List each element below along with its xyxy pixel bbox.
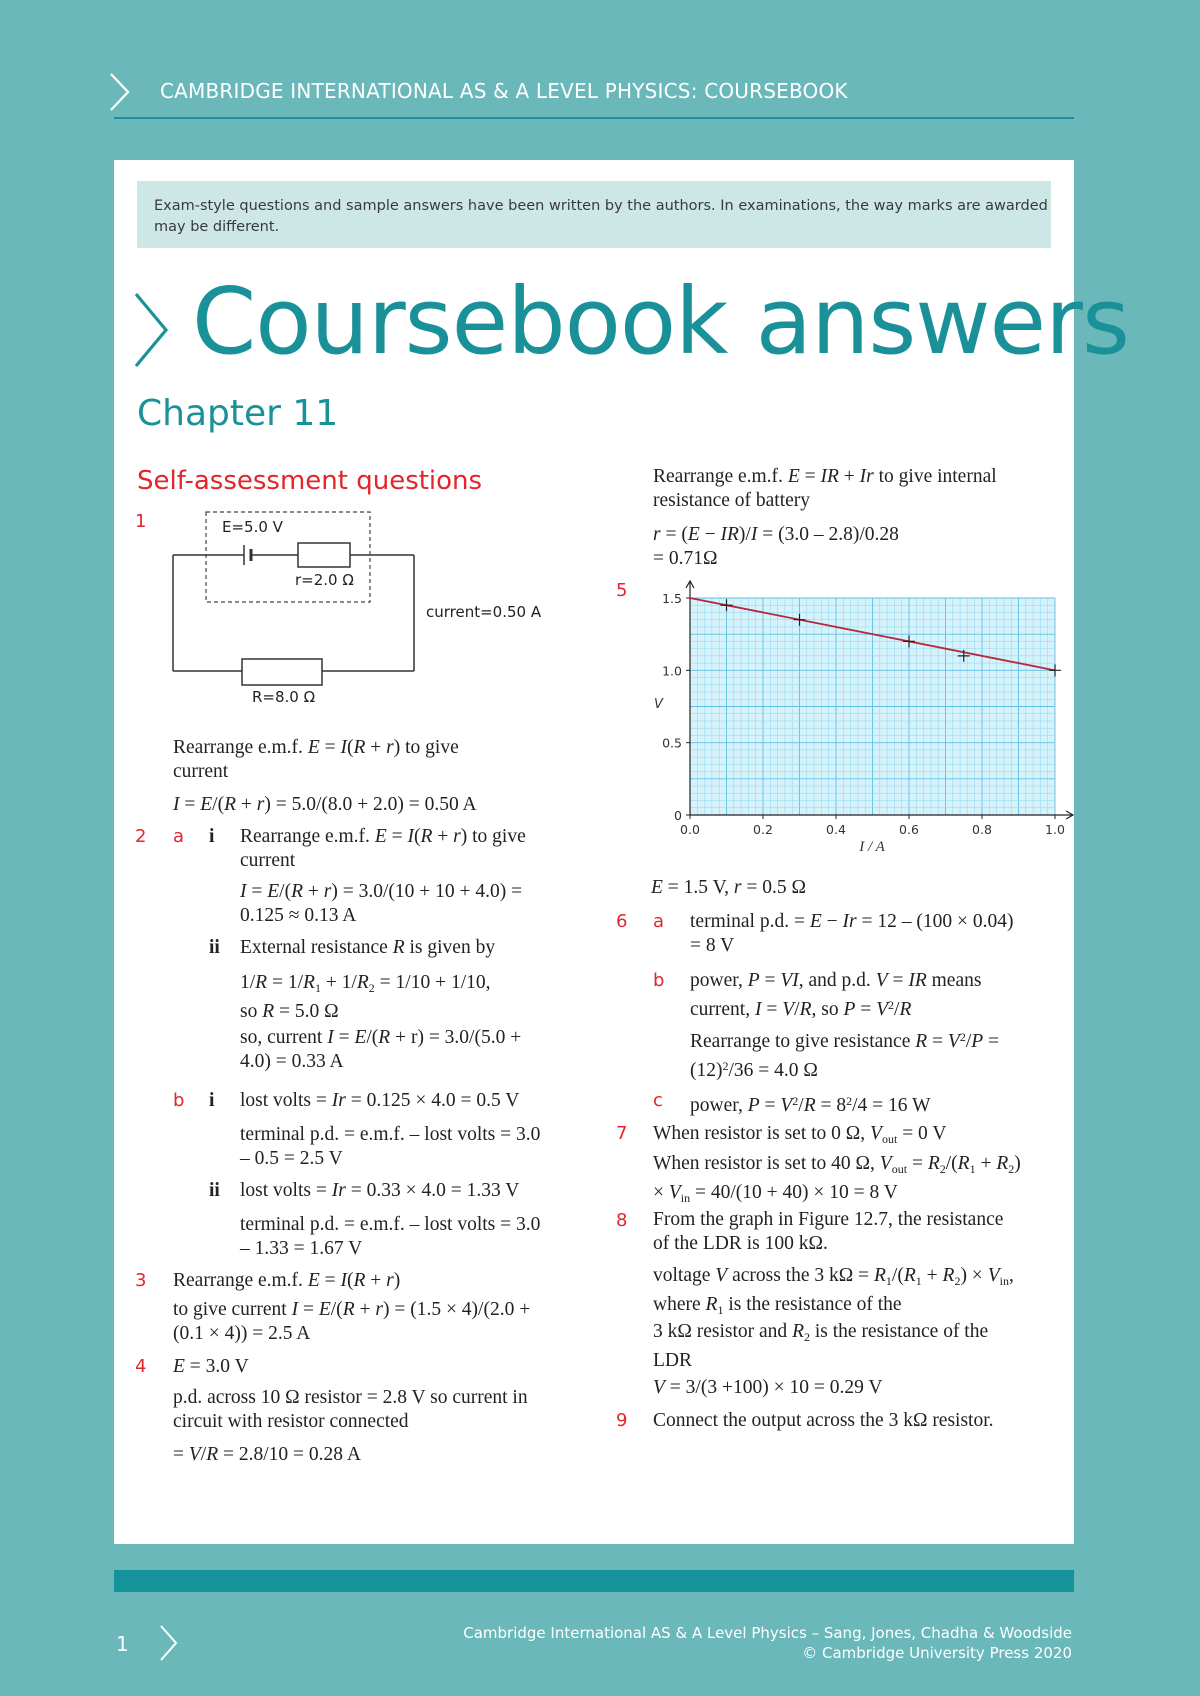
y-tick-label: 0.5 [662, 735, 682, 751]
answer-text: E = 3.0 V [173, 1356, 249, 1377]
answer-text: E = 1.5 V, r = 0.5 Ω [651, 877, 806, 898]
y-tick-label: 1.0 [662, 663, 682, 679]
x-tick-label: 0.8 [972, 822, 992, 837]
footer-copyright: © Cambridge University Press 2020 [802, 1644, 1072, 1662]
answer-text: When resistor is set to 0 Ω, $V_{out} = 0$ V [653, 1123, 947, 1146]
page-title-text: Coursebook answers [192, 268, 1129, 375]
question-number: 2 [135, 826, 147, 847]
subpart-label: ii [209, 1180, 220, 1201]
section-heading: Self-assessment questions [137, 466, 483, 496]
y-tick-label: 0 [674, 808, 682, 823]
subpart-label: ii [209, 937, 220, 958]
answer-text: I = E/(R + r) = 3.0/(10 + 10 + 4.0) = 0.125 ≈ 0.13 A [240, 881, 523, 926]
answer-text: Rearrange e.m.f. E = I(R + r) to give current [240, 826, 526, 871]
x-tick-label: 0.4 [826, 822, 846, 837]
chevron-right-icon [158, 1623, 180, 1663]
answer-text: power, $P = V^2/R = 8^2/4 = 16$ W [690, 1094, 931, 1116]
subpart-label: i [209, 1090, 215, 1111]
part-label: c [653, 1090, 663, 1111]
part-label: a [653, 911, 665, 932]
running-header: CAMBRIDGE INTERNATIONAL AS & A LEVEL PHYSICS: COURSEBOOK [160, 79, 848, 103]
answer-text: r = (E − IR)/I = (3.0 – 2.8)/0.28 = 0.71Ω [653, 524, 899, 569]
page-number: 1 [116, 1632, 129, 1656]
question-number: 1 [135, 511, 147, 532]
external-resistance-label: R=8.0 Ω [252, 688, 316, 706]
answer-text: p.d. across 10 Ω resistor = 2.8 V so current in circuit with resistor connected [173, 1387, 528, 1432]
x-tick-label: 0.0 [680, 822, 700, 837]
disclaimer-note: Exam-style questions and sample answers have been written by the authors. In examinations, the way marks are awarded may be different. [137, 181, 1051, 248]
answer-text: When resistor is set to 40 Ω, $V_{out} = R_2/(R_1 + R_2)$ × $V_{in} = 40/(10 + 40) \times 10 = 8$ V [653, 1153, 1021, 1205]
x-tick-label: 0.2 [753, 822, 773, 837]
part-label: a [173, 826, 185, 847]
footer-bar [114, 1570, 1074, 1592]
question-number: 9 [616, 1410, 628, 1431]
subpart-label: i [209, 826, 215, 847]
internal-resistance-label: r=2.0 Ω [295, 571, 354, 589]
part-label: b [653, 970, 665, 991]
question-number: 5 [616, 580, 628, 601]
x-tick-label: 1.0 [1045, 822, 1065, 837]
answer-text: Rearrange e.m.f. E = I(R + r) to give current [173, 737, 459, 782]
question-number: 8 [616, 1210, 628, 1231]
answer-text: Rearrange to give resistance $R = V^2/P$ = $(12)^2/36 = 4.0$ Ω [690, 1030, 1000, 1081]
part-label: b [173, 1090, 185, 1111]
answer-text: From the graph in Figure 12.7, the resistance of the LDR is 100 kΩ. [653, 1209, 1004, 1254]
answer-text: Rearrange e.m.f. E = IR + Ir to give internal resistance of battery [653, 466, 997, 511]
answer-text: Rearrange e.m.f. E = I(R + r) [173, 1270, 401, 1291]
answer-text: 3 kΩ resistor and $R_2$ is the resistance of the LDR [653, 1321, 989, 1371]
answer-text: so, current I = E/(R + r) = 3.0/(5.0 + 4.0) = 0.33 A [240, 1027, 522, 1072]
chevron-right-icon [108, 72, 132, 112]
answer-text: I = E/(R + r) = 5.0/(8.0 + 2.0) = 0.50 A [173, 794, 477, 815]
answer-text: $1/R = 1/R_1 + 1/R_2 = 1/10 + 1/10$, so R = 5.0 Ω [240, 972, 491, 1022]
answer-text: Connect the output across the 3 kΩ resistor. [653, 1410, 994, 1431]
question-number: 4 [135, 1356, 147, 1377]
vi-graph [640, 578, 1080, 853]
emf-label: E=5.0 V [222, 518, 283, 536]
answer-text: terminal p.d. = e.m.f. – lost volts = 3.0 – 0.5 = 2.5 V [240, 1124, 541, 1169]
x-axis-label: I / A [859, 839, 885, 853]
question-number: 3 [135, 1270, 147, 1291]
x-tick-label: 0.6 [899, 822, 919, 837]
current-label: current=0.50 A [426, 603, 542, 621]
answer-text: = V/R = 2.8/10 = 0.28 A [173, 1444, 361, 1465]
answer-text: power, P = VI, and p.d. V = IR means current, I = V/R, so $P = V^2/R$ [690, 970, 982, 1020]
chevron-right-icon [132, 290, 172, 380]
y-axis-label: V [654, 697, 663, 712]
question-number: 6 [616, 911, 628, 932]
answer-text: voltage V across the 3 $k\Omega = R_1/(R_1 + R_2) \times V_{in}$, where $R_1$ is the resistance of the [653, 1265, 1014, 1317]
answer-text: lost volts = Ir = 0.33 × 4.0 = 1.33 V [240, 1180, 520, 1201]
footer-credit [463, 1623, 1072, 1663]
answer-text: V = 3/(3 +100) × 10 = 0.29 V [653, 1377, 883, 1398]
answer-text: terminal p.d. = E − Ir = 12 – (100 × 0.04) = 8 V [690, 911, 1014, 956]
y-tick-label: 1.5 [662, 591, 682, 606]
answer-text: to give current I = E/(R + r) = (1.5 × 4)/(2.0 + (0.1 × 4)) = 2.5 A [173, 1299, 531, 1344]
answer-text: terminal p.d. = e.m.f. – lost volts = 3.0 – 1.33 = 1.67 V [240, 1214, 541, 1259]
footer-authors: Cambridge International AS & A Level Physics – Sang, Jones, Chadha & Woodside [463, 1624, 1072, 1642]
header-rule [114, 117, 1074, 119]
answer-text: External resistance R is given by [240, 937, 496, 958]
answer-text: lost volts = Ir = 0.125 × 4.0 = 0.5 V [240, 1090, 520, 1111]
question-number: 7 [616, 1123, 628, 1144]
chapter-heading: Chapter 11 [137, 393, 339, 434]
